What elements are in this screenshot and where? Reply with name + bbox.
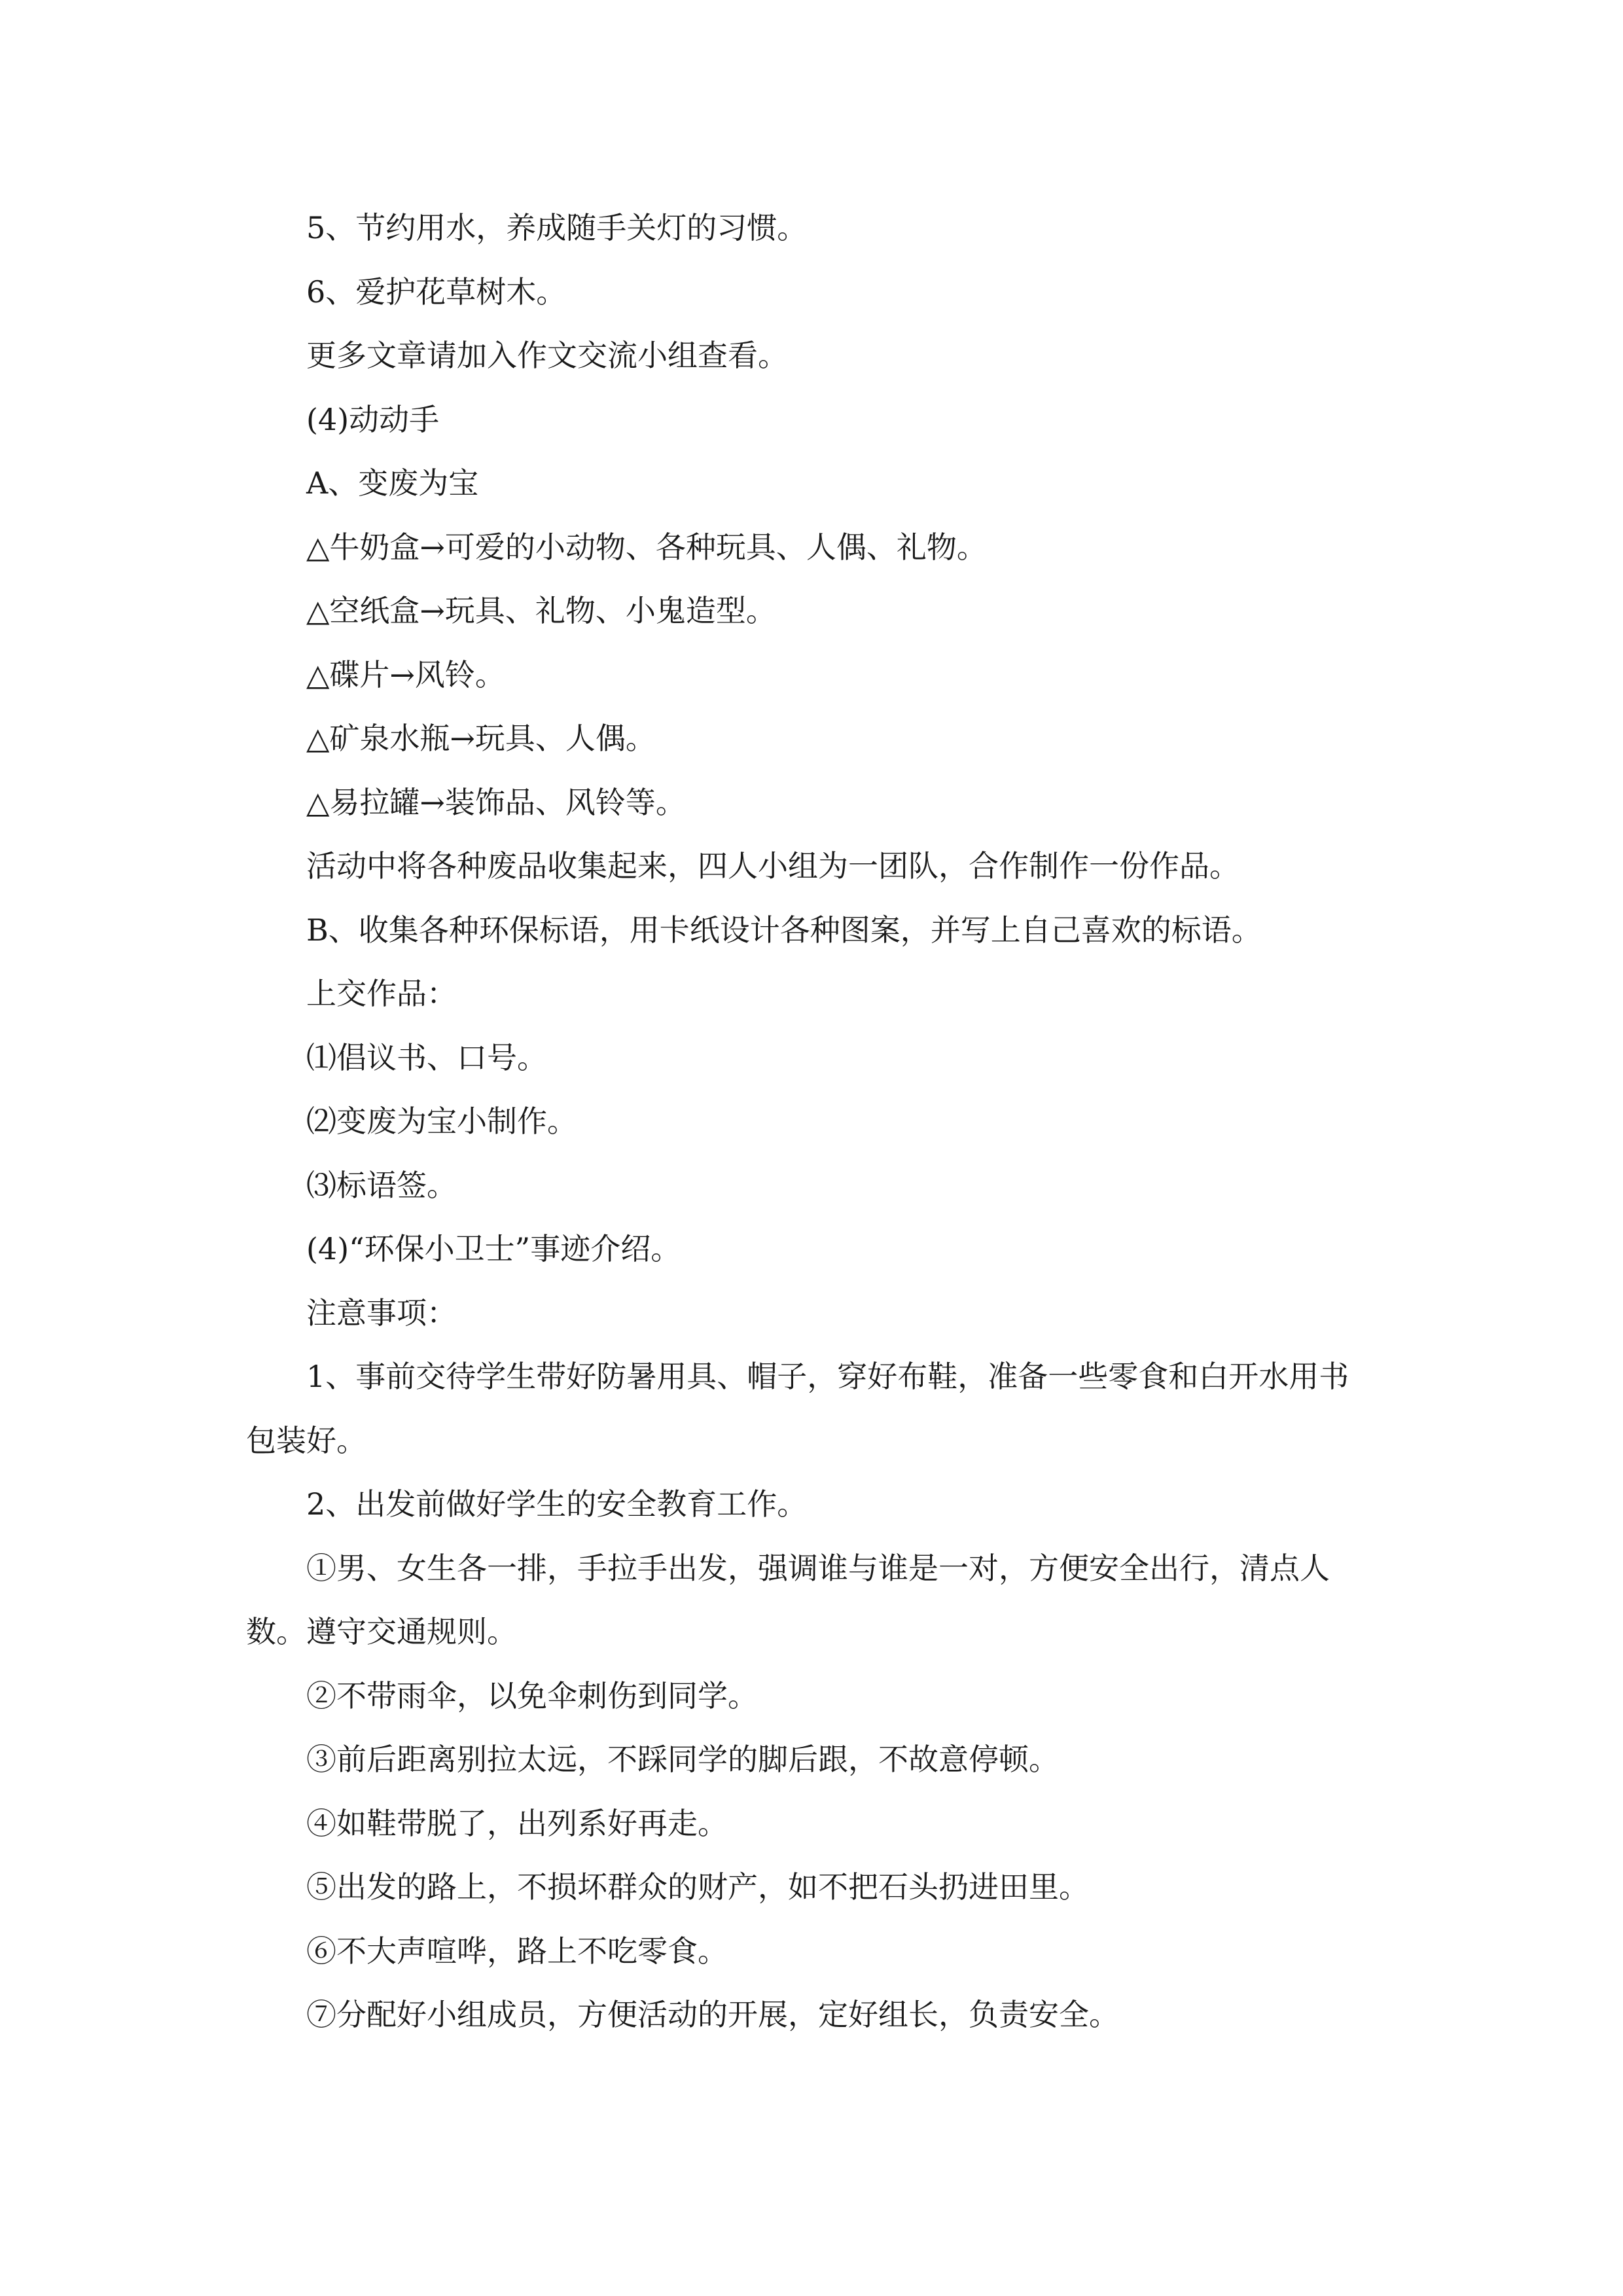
paragraph: ⑶标语签。: [306, 1167, 457, 1203]
paragraph: 6、爱护花草树木。: [306, 274, 567, 310]
paragraph: △矿泉水瓶→玩具、人偶。: [306, 721, 656, 756]
paragraph: ①男、女生各一排，手拉手出发，强调谁与谁是一对，方便安全出行，清点人数。遵守交通规则。: [246, 1550, 1330, 1649]
paragraph: △易拉罐→装饰品、风铃等。: [306, 784, 686, 820]
paragraph: ③前后距离别拉太远，不踩同学的脚后跟，不故意停顿。: [306, 1742, 1059, 1777]
paragraph: ⑴倡议书、口号。: [306, 1039, 547, 1075]
paragraph: △牛奶盒→可爱的小动物、各种玩具、人偶、礼物。: [306, 529, 987, 565]
paragraph: 上交作品：: [306, 976, 457, 1011]
paragraph: 注意事项：: [306, 1295, 457, 1331]
paragraph: ⑦分配好小组成员，方便活动的开展，定好组长，负责安全。: [306, 1997, 1119, 2032]
document-body: [246, 196, 1378, 2047]
paragraph: 5、节约用水，养成随手关灯的习惯。: [306, 210, 808, 245]
paragraph: 1、事前交待学生带好防暑用具、帽子，穿好布鞋，准备一些零食和白开水用书包装好。: [246, 1359, 1349, 1458]
paragraph: A、变废为宝: [306, 465, 479, 501]
paragraph: 活动中将各种废品收集起来，四人小组为一团队，合作制作一份作品。: [306, 848, 1240, 884]
paragraph: ⑥不大声喧哗，路上不吃零食。: [306, 1933, 728, 1969]
paragraph: ⑵变废为宝小制作。: [306, 1103, 577, 1139]
paragraph: ②不带雨伞，以免伞刺伤到同学。: [306, 1677, 758, 1713]
paragraph: 2、出发前做好学生的安全教育工作。: [306, 1486, 808, 1522]
paragraph: △空纸盒→玩具、礼物、小鬼造型。: [306, 593, 776, 628]
paragraph: ④如鞋带脱了，出列系好再走。: [306, 1805, 728, 1841]
paragraph: △碟片→风铃。: [306, 656, 505, 692]
paragraph: ⑤出发的路上，不损坏群众的财产，如不把石头扔进田里。: [306, 1869, 1089, 1905]
paragraph: B、收集各种环保标语，用卡纸设计各种图案，并写上自己喜欢的标语。: [306, 912, 1262, 948]
paragraph: (4)动动手: [306, 401, 440, 437]
paragraph: 更多文章请加入作文交流小组查看。: [306, 338, 788, 373]
paragraph: (4)“环保小卫士”事迹介绍。: [306, 1231, 681, 1266]
